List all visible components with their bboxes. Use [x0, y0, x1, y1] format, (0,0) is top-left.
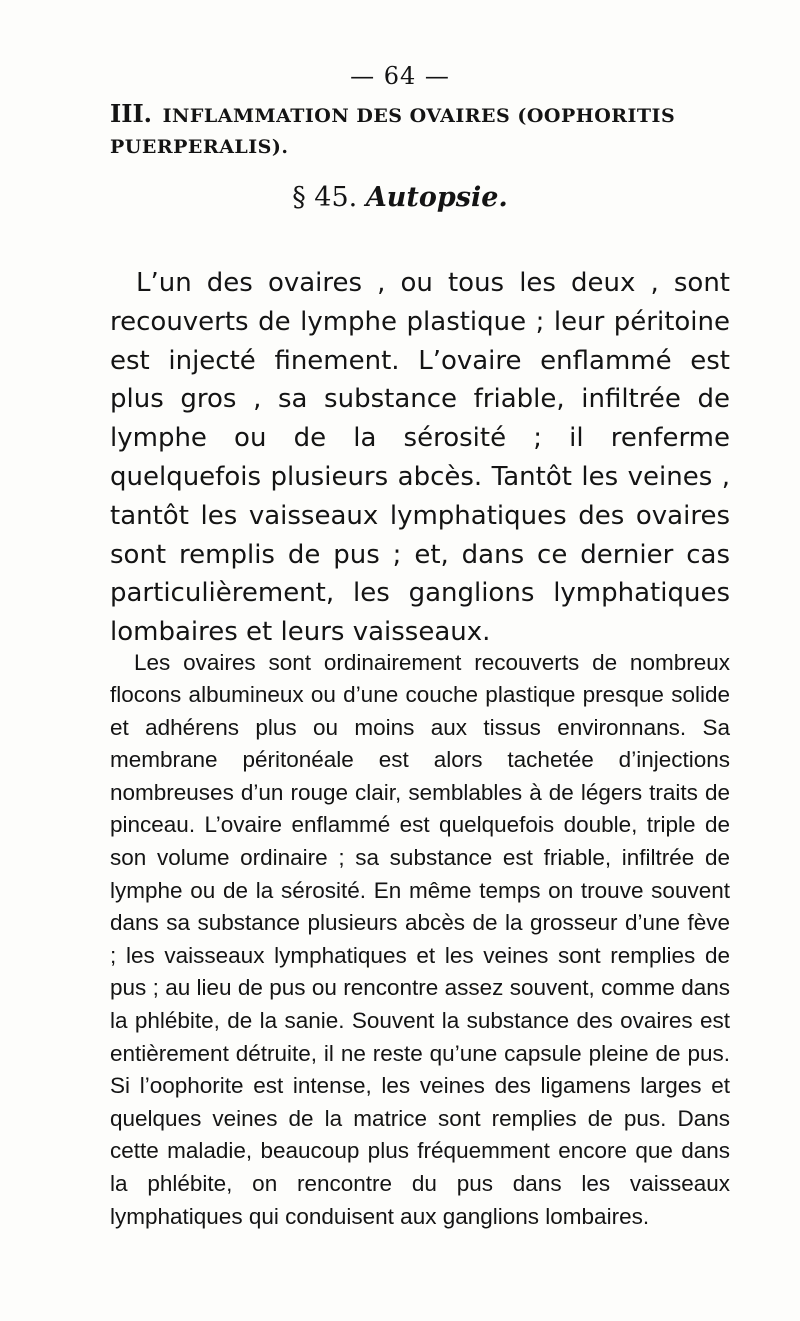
chapter-number: III. — [110, 99, 153, 128]
section-symbol: § 45. — [292, 182, 358, 213]
chapter-title: INFLAMMATION DES OVAIRES (OOPHORITIS PUERPERALIS). — [110, 105, 676, 158]
section-heading — [0, 182, 800, 213]
section-label: Autopsie. — [365, 182, 508, 213]
page-number: — 64 — — [350, 62, 450, 90]
chapter-heading — [110, 98, 730, 163]
paragraph-summary: L’un des ovaires , ou tous les deux , sont recouverts de lymphe plastique ; leur péritoine est injecté finement. L’ovaire enflammé est plus gros , sa substance friable, infiltrée de lymphe ou de la sérosité ; il renferme quelquefois plusieurs abcès. Tantôt les veines , tantôt les vaisseaux lymphatiques des ovaires sont remplis de pus ; et, dans ce dernier cas particulièrement, les ganglions lymphatiques lombaires et leurs vaisseaux. — [110, 268, 730, 648]
paragraph-detail: Les ovaires sont ordinairement recouverts de nombreux flocons albumineux ou d’une couche plastique presque solide et adhérens plus ou moins aux tissus environnans. Sa membrane péritonéale est alors tachetée d’injections nombreuses d’un rouge clair, semblables à de légers traits de pinceau. L’ovaire enflammé est quelquefois double, triple de son volume ordinaire ; sa substance est friable, infiltrée de lymphe ou de la sérosité. En même temps on trouve souvent dans sa substance plusieurs abcès de la grosseur d’une fève ; les vaisseaux lymphatiques et les veines sont remplies de pus ; au lieu de pus ou rencontre assez souvent, comme dans la phlébite, de la sanie. Souvent la substance des ovaires est entièrement détruite, il ne reste qu’une capsule pleine de pus. Si l’oophorite est intense, les veines des ligamens larges et quelques veines de la matrice sont remplies de pus. Dans cette maladie, beaucoup plus fréquemment encore que dans la phlébite, on rencontre du pus dans les vaisseaux lymphatiques qui conduisent aux ganglions lombaires. — [110, 649, 730, 1229]
